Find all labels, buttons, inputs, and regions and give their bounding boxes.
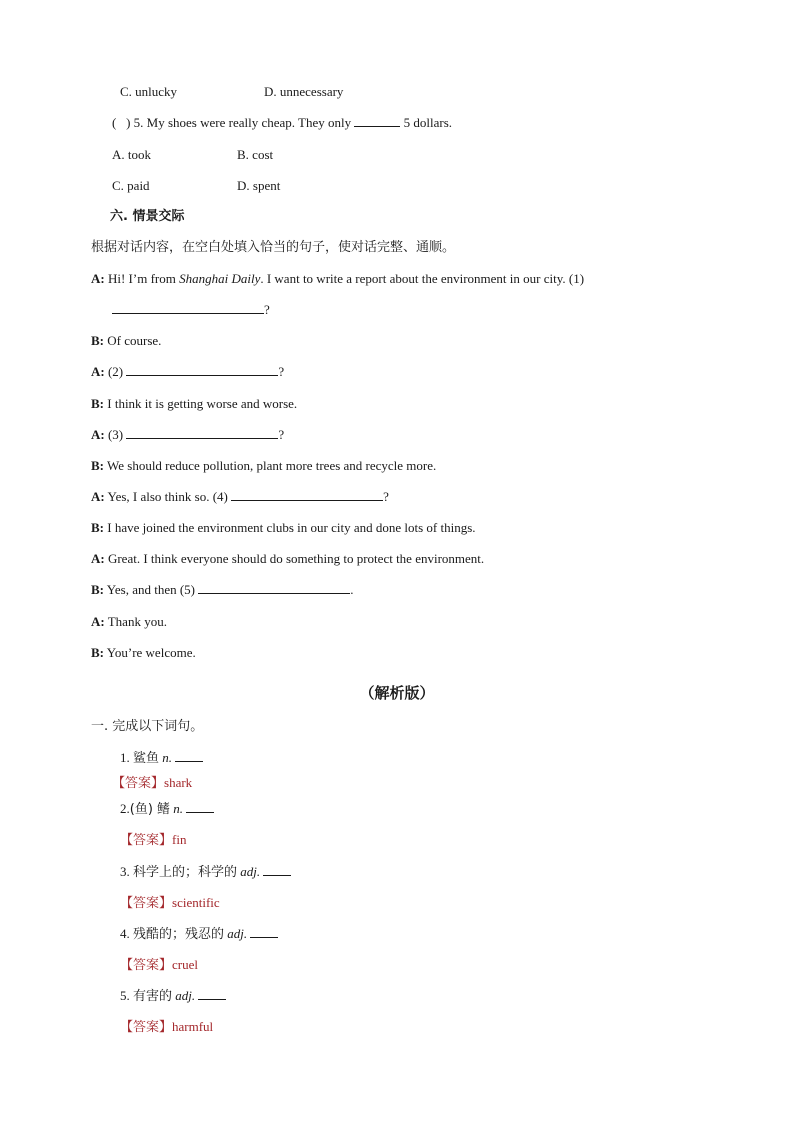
dialogue-line-10: B: Yes, and then (5) . bbox=[91, 582, 354, 597]
vocab-item-4 bbox=[120, 926, 278, 943]
answer-paren: ( ) bbox=[112, 115, 131, 130]
answer-tag: 【答案】 bbox=[120, 896, 173, 911]
part-of-speech: adj. bbox=[175, 988, 196, 1003]
chinese-prompt: 残酷的；残忍的 bbox=[133, 927, 225, 942]
dialogue-line-6 bbox=[91, 458, 436, 474]
dialogue-text: Of course. bbox=[107, 333, 162, 348]
dialogue-line-3: A: (2) ? bbox=[91, 364, 285, 379]
dialogue-line-9 bbox=[91, 551, 484, 567]
question-5-stem: 5. My shoes were really cheap. They only bbox=[133, 115, 352, 130]
speaker-label: B: bbox=[91, 458, 104, 473]
dialogue-text: We should reduce pollution, plant more trees and recycle more. bbox=[107, 458, 437, 473]
item-number: 5. bbox=[120, 988, 130, 1003]
answer-blank bbox=[250, 926, 278, 938]
speaker-label: A: bbox=[91, 427, 105, 442]
option-b: B. cost bbox=[237, 147, 274, 162]
dialogue-line-12 bbox=[91, 645, 196, 661]
dialogue-text: Yes, and then (5) bbox=[106, 582, 196, 597]
speaker-label: A: bbox=[91, 614, 105, 629]
dialogue-text: I think it is getting worse and worse. bbox=[107, 396, 298, 411]
speaker-label: B: bbox=[91, 396, 104, 411]
dialogue-line-8 bbox=[91, 520, 476, 536]
question-5-stem-end: 5 dollars. bbox=[403, 115, 453, 130]
item-number: 1. bbox=[120, 750, 130, 765]
option-c-prev: C. unlucky bbox=[120, 84, 178, 99]
speaker-label: A: bbox=[91, 271, 105, 286]
dialogue-text: Thank you. bbox=[107, 614, 167, 629]
part-of-speech: n. bbox=[162, 750, 173, 765]
dialogue-line-2 bbox=[91, 333, 161, 349]
item-number: 4. bbox=[120, 926, 130, 941]
part-of-speech: n. bbox=[173, 801, 184, 816]
speaker-label: B: bbox=[91, 582, 104, 597]
answer-text: cruel bbox=[172, 957, 198, 972]
section-6-title: 六. 情景交际 bbox=[110, 209, 185, 224]
option-c: C. paid bbox=[112, 178, 150, 193]
option-d: D. spent bbox=[237, 178, 281, 193]
dialogue-text: Hi! I’m from bbox=[107, 271, 180, 286]
answer-tag: 【答案】 bbox=[112, 776, 165, 791]
dialogue-line-5: A: (3) ? bbox=[91, 427, 285, 442]
answer-text: scientific bbox=[172, 895, 220, 910]
vocab-item-5 bbox=[120, 988, 226, 1005]
dialogue-line-11 bbox=[91, 614, 167, 630]
answer-blank bbox=[354, 115, 400, 127]
dialogue-text: I have joined the environment clubs in our city and done lots of things. bbox=[107, 520, 476, 535]
dialogue-line-1 bbox=[91, 271, 584, 287]
dialogue-text: Yes, I also think so. (4) bbox=[107, 489, 228, 504]
answer-blank bbox=[263, 864, 291, 876]
answer-tag: 【答案】 bbox=[120, 833, 173, 848]
answer-2 bbox=[120, 832, 186, 849]
answer-3 bbox=[120, 895, 220, 912]
answer-tag: 【答案】 bbox=[120, 1020, 173, 1035]
answer-blank-4 bbox=[231, 489, 383, 501]
chinese-prompt: 鲨鱼 bbox=[133, 751, 160, 766]
answer-blank bbox=[198, 988, 226, 1000]
answer-blank-5 bbox=[198, 582, 350, 594]
speaker-label: A: bbox=[91, 489, 105, 504]
chinese-prompt: 有害的 bbox=[133, 989, 173, 1004]
answer-5 bbox=[120, 1019, 213, 1036]
answer-text: harmful bbox=[172, 1019, 214, 1034]
chinese-prompt: (鱼) 鳍 bbox=[129, 802, 171, 817]
dialogue-line-1-cont: ? bbox=[112, 302, 270, 318]
option-a: A. took bbox=[112, 147, 151, 162]
analysis-title: （解析版） bbox=[359, 684, 435, 702]
item-number: 2. bbox=[120, 801, 130, 816]
speaker-label: B: bbox=[91, 645, 104, 660]
dialogue-text: You’re welcome. bbox=[106, 645, 196, 660]
dialogue-text: Great. I think everyone should do something to protect the environment. bbox=[107, 551, 485, 566]
answer-text: shark bbox=[164, 775, 193, 790]
answer-text: fin bbox=[172, 832, 187, 847]
question-5 bbox=[112, 115, 452, 131]
dialogue-text: (3) bbox=[107, 427, 124, 442]
speaker-label: A: bbox=[91, 364, 105, 379]
answer-blank bbox=[175, 750, 203, 762]
speaker-label: A: bbox=[91, 551, 105, 566]
vocab-item-1 bbox=[120, 750, 203, 767]
vocab-item-2 bbox=[120, 801, 214, 818]
answer-blank-2 bbox=[126, 364, 278, 376]
dialogue-text: . I want to write a report about the environment in our city. (1) bbox=[260, 271, 585, 286]
section-6-instruction: 根据对话内容，在空白处填入恰当的句子，使对话完整、通顺。 bbox=[91, 240, 456, 255]
part-of-speech: adj. bbox=[240, 864, 261, 879]
answer-blank-3 bbox=[126, 427, 278, 439]
speaker-label: B: bbox=[91, 520, 104, 535]
answer-4 bbox=[120, 957, 198, 974]
answer-1 bbox=[112, 775, 192, 792]
vocab-item-3 bbox=[120, 864, 291, 881]
dialogue-line-4 bbox=[91, 396, 297, 412]
dialogue-line-7: A: Yes, I also think so. (4) ? bbox=[91, 489, 389, 504]
answer-tag: 【答案】 bbox=[120, 958, 173, 973]
part-of-speech: adj. bbox=[227, 926, 248, 941]
item-number: 3. bbox=[120, 864, 130, 879]
speaker-label: B: bbox=[91, 333, 104, 348]
dialogue-text: (2) bbox=[107, 364, 124, 379]
newspaper-name: Shanghai Daily bbox=[179, 271, 261, 286]
section-1-title: 一. 完成以下词句。 bbox=[91, 719, 204, 734]
option-d-prev: D. unnecessary bbox=[264, 84, 344, 99]
chinese-prompt: 科学上的；科学的 bbox=[133, 865, 238, 880]
answer-blank-1 bbox=[112, 302, 264, 314]
answer-blank bbox=[186, 801, 214, 813]
